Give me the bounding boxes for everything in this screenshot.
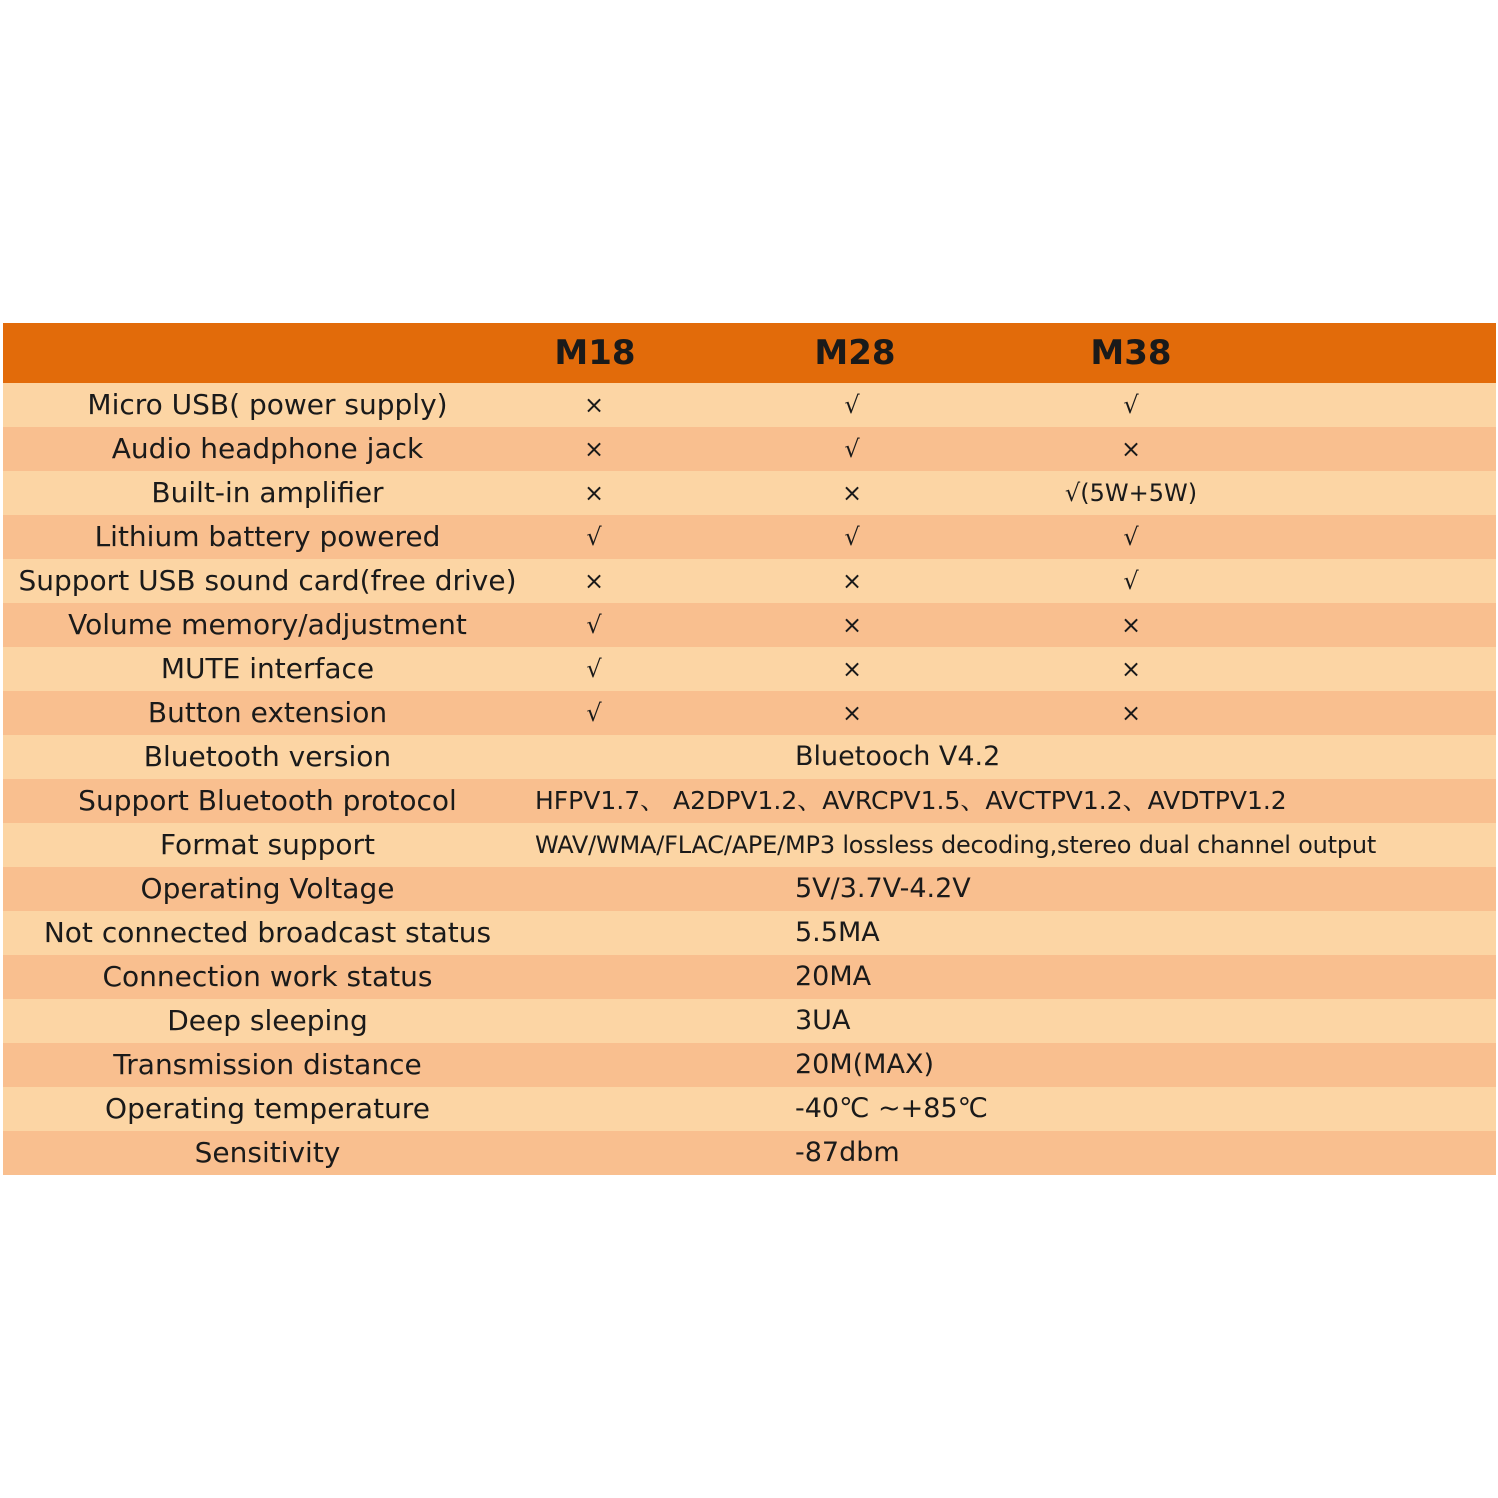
- row-label: Micro USB( power supply): [87, 388, 448, 421]
- row-label: Lithium battery powered: [94, 520, 441, 553]
- table-row: [3, 647, 1496, 691]
- row-label: Operating Voltage: [140, 872, 395, 905]
- m28-cell: ×: [841, 655, 863, 683]
- table-row: [3, 471, 1496, 515]
- table-row: [3, 427, 1496, 471]
- row-label: Volume memory/adjustment: [68, 608, 467, 641]
- m18-cell: √: [586, 655, 602, 683]
- m38-cell: √: [1123, 567, 1139, 595]
- spec-value: HFPV1.7、 A2DPV1.2、AVRCPV1.5、AVCTPV1.2、AVDTPV1.2: [535, 786, 1287, 815]
- spec-value: 20M(MAX): [795, 1049, 934, 1080]
- row-label: Audio headphone jack: [111, 432, 424, 465]
- table-row: [3, 867, 1496, 911]
- table-header-row: [3, 323, 1496, 383]
- spec-value: 5V/3.7V-4.2V: [795, 873, 971, 904]
- row-label: Sensitivity: [194, 1136, 341, 1169]
- m18-cell: ×: [583, 391, 605, 419]
- column-header-m28: M28: [814, 333, 896, 373]
- m28-cell: ×: [841, 611, 863, 639]
- spec-value: WAV/WMA/FLAC/APE/MP3 lossless decoding,stereo dual channel output: [535, 831, 1377, 859]
- m28-cell: √: [844, 523, 860, 551]
- m38-cell: √: [1123, 523, 1139, 551]
- table-row: [3, 999, 1496, 1043]
- table-row: [3, 823, 1496, 867]
- m38-cell: √: [1123, 391, 1139, 419]
- row-label: Format support: [159, 828, 376, 861]
- table-row: [3, 1087, 1496, 1131]
- row-label: Support USB sound card(free drive): [18, 564, 517, 597]
- spec-value: 5.5MA: [795, 917, 880, 948]
- table-row: [3, 735, 1496, 779]
- table-row: [3, 1043, 1496, 1087]
- row-label: Transmission distance: [113, 1048, 422, 1081]
- row-label: Button extension: [147, 696, 388, 729]
- m18-cell: ×: [583, 479, 605, 507]
- table-row: [3, 603, 1496, 647]
- table-row: [3, 383, 1496, 427]
- m28-cell: ×: [841, 567, 863, 595]
- m38-cell: ×: [1120, 699, 1142, 727]
- m18-cell: ×: [583, 435, 605, 463]
- table-row: [3, 559, 1496, 603]
- table-row: [3, 955, 1496, 999]
- table-row: [3, 779, 1496, 823]
- m18-cell: √: [586, 699, 602, 727]
- table-row: [3, 515, 1496, 559]
- row-label: Deep sleeping: [167, 1004, 368, 1037]
- m18-cell: ×: [583, 567, 605, 595]
- m28-cell: ×: [841, 479, 863, 507]
- spec-value: -40℃ ~+85℃: [795, 1093, 988, 1124]
- spec-value: -87dbm: [795, 1137, 900, 1168]
- row-label: MUTE interface: [160, 652, 375, 685]
- row-label: Connection work status: [102, 960, 433, 993]
- row-label: Operating temperature: [105, 1092, 430, 1125]
- column-header-m18: M18: [554, 333, 636, 373]
- m28-cell: √: [844, 391, 860, 419]
- m38-cell: ×: [1120, 435, 1142, 463]
- table-row: [3, 911, 1496, 955]
- m38-cell: ×: [1120, 611, 1142, 639]
- m18-cell: √: [586, 611, 602, 639]
- row-label: Support Bluetooth protocol: [78, 784, 457, 817]
- row-label: Not connected broadcast status: [43, 916, 492, 949]
- spec-value: Bluetooch V4.2: [795, 741, 1001, 772]
- column-header-m38: M38: [1090, 333, 1172, 373]
- spec-value: 3UA: [795, 1005, 851, 1036]
- m28-cell: ×: [841, 699, 863, 727]
- m28-cell: √: [844, 435, 860, 463]
- m38-cell: ×: [1120, 655, 1142, 683]
- row-label: Bluetooth version: [143, 740, 392, 773]
- spec-value: 20MA: [795, 961, 872, 992]
- table-row: [3, 1131, 1496, 1175]
- row-label: Built-in amplifier: [151, 476, 384, 509]
- m18-cell: √: [586, 523, 602, 551]
- m38-cell: √(5W+5W): [1064, 479, 1198, 507]
- table-row: [3, 691, 1496, 735]
- spec-comparison-table: [3, 323, 1496, 1175]
